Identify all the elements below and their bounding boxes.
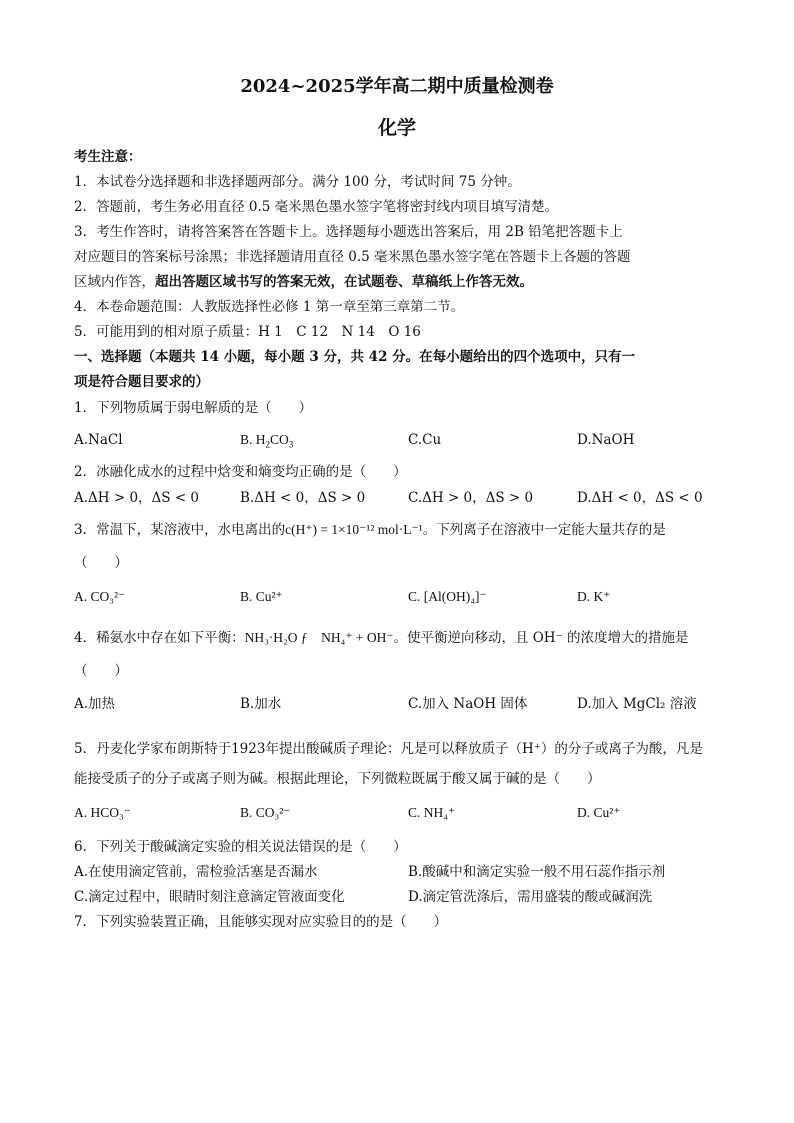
q4-stem-part: 。使平衡逆向移动，且 OH⁻ 的浓度增大的措施是: [393, 630, 689, 646]
notice-item-1: 1．本试卷分选择题和非选择题两部分。满分 100 分，考试时间 75 分钟。: [74, 174, 521, 190]
q6-option-d: D.滴定管洗涤后，需用盛装的酸或碱润洗: [408, 889, 653, 905]
q6-option-c: C.滴定过程中，眼睛时刻注意滴定管液面变化: [74, 889, 345, 905]
notice-item-3-line-1: 3．考生作答时，请将答案答在答题卡上。选择题每小题选出答案后，用 2B 铅笔把答题卡上: [74, 224, 623, 240]
question-6-stem: 6．下列关于酸碱滴定实验的相关说法错误的是（ ）: [74, 839, 407, 855]
q4-option-b: B.加水: [240, 696, 282, 712]
q1-option-d: D.NaOH: [577, 432, 635, 448]
q3-option-d: D. K⁺: [577, 589, 611, 604]
notice-item-2: 2．答题前，考生务必用直径 0.5 毫米黑色墨水签字笔将密封线内项目填写清楚。: [74, 199, 559, 215]
question-1-stem: 1．下列物质属于弱电解质的是（ ）: [74, 400, 313, 416]
q4-stem-part: 4．稀氨水中存在如下平衡：: [74, 630, 245, 646]
question-7-stem: 7．下列实验装置正确，且能够实现对应实验目的的是（ ）: [74, 914, 448, 930]
notice-item-3-text: 区域内作答，: [74, 274, 155, 290]
q2-option-c: C.ΔH > 0，ΔS > 0: [408, 490, 534, 506]
question-5-line-1: 5．丹麦化学家布朗斯特于1923年提出酸碱质子理论：凡是可以释放质子（H⁺）的分子或离子为酸，凡是: [74, 741, 703, 757]
q1-b-sub: 2: [265, 439, 271, 450]
q4-option-d: D.加入 MgCl₂ 溶液: [577, 696, 697, 712]
notice-item-3-bold: 超出答题区域书写的答案无效，在试题卷、草稿纸上作答无效。: [155, 274, 533, 290]
q3-option-a: A. CO₃²⁻: [74, 589, 126, 604]
q3-option-c: C. [Al(OH)₄]⁻: [408, 589, 487, 604]
q6-option-a: A.在使用滴定管前，需检验活塞是否漏水: [74, 864, 318, 880]
q1-b-part: B. H: [240, 432, 266, 447]
section-heading-line-2: 项是符合题目要求的）: [74, 374, 209, 390]
exam-title: 2024~2025学年高二期中质量检测卷: [240, 76, 554, 97]
question-4-stem: [74, 628, 689, 648]
notice-item-5: 5．可能用到的相对原子质量：H 1 C 12 N 14 O 16: [74, 324, 421, 340]
q1-b-part: CO: [270, 432, 289, 447]
q5-option-a: A. HCO₃⁻: [74, 805, 131, 820]
q5-option-d: D. Cu²⁺: [577, 805, 621, 820]
q2-option-b: B.ΔH < 0，ΔS > 0: [240, 490, 366, 506]
notice-item-3-line-2: 对应题目的答案标号涂黑；非选择题请用直径 0.5 毫米黑色墨水签字笔在答题卡上各题的答题: [74, 249, 631, 265]
q4-option-a: A.加热: [74, 696, 116, 712]
q1-b-sub: 3: [288, 439, 294, 450]
q3-expression: c(H⁺) = 1×10⁻¹² mol·L⁻¹: [285, 522, 423, 537]
notice-heading: 考生注意：: [74, 149, 142, 165]
question-4-paren: （ ）: [74, 663, 128, 679]
question-2-stem: 2．冰融化成水的过程中焓变和熵变均正确的是（ ）: [74, 464, 407, 480]
subject-title: 化学: [377, 117, 416, 139]
q4-option-c: C.加入 NaOH 固体: [408, 696, 528, 712]
q5-option-b: B. CO₃²⁻: [240, 805, 291, 820]
question-3-stem: [74, 520, 666, 540]
q2-option-a: A.ΔH > 0，ΔS < 0: [74, 490, 200, 506]
q3-option-b: B. Cu²⁺: [240, 589, 283, 604]
q1-option-a: A.NaCl: [74, 432, 123, 448]
q2-option-d: D.ΔH < 0，ΔS < 0: [577, 490, 703, 506]
section-heading-line-1: 一、选择题（本题共 14 小题，每小题 3 分，共 42 分。在每小题给出的四个选项中，只有一: [74, 349, 636, 365]
q1-option-c: C.Cu: [408, 432, 442, 448]
notice-item-4: 4．本卷命题范围：人教版选择性必修 1 第一章至第三章第二节。: [74, 299, 465, 315]
question-5-line-2: 能接受质子的分子或离子则为碱。根据此理论，下列微粒既属于酸又属于碱的是（ ）: [74, 771, 601, 787]
question-3-paren: （ ）: [74, 555, 128, 571]
q3-stem-part: 。下列离子在溶液中一定能大量共存的是: [422, 522, 666, 538]
notice-item-3-line-3: [74, 272, 533, 292]
q1-option-b: [240, 430, 293, 450]
q4-equilibrium: NH₃·H₂O ƒ NH₄⁺ + OH⁻: [244, 630, 394, 645]
q6-option-b: B.酸碱中和滴定实验一般不用石蕊作指示剂: [408, 864, 666, 880]
q5-option-c: C. NH₄⁺: [408, 805, 456, 820]
q3-stem-part: 3．常温下，某溶液中，水电离出的: [74, 522, 286, 538]
